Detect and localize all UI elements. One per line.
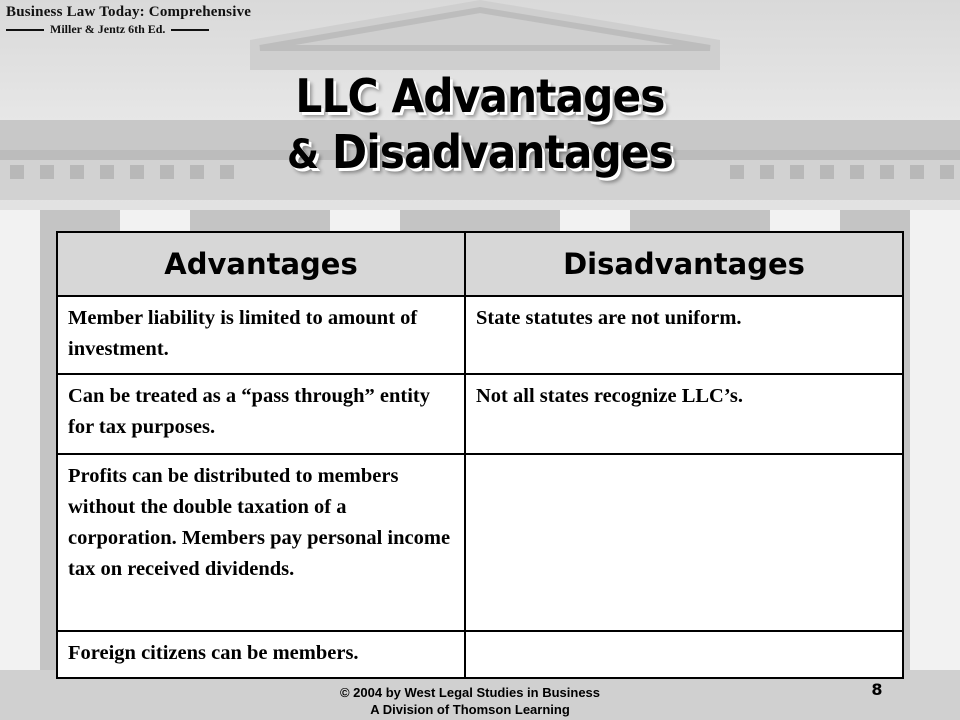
advantage-cell: Member liability is limited to amount of investment.: [57, 296, 465, 374]
divider-left: [6, 29, 44, 31]
copyright-line: © 2004 by West Legal Studies in Business: [339, 685, 601, 700]
book-title: Business Law Today: Comprehensive: [6, 4, 252, 20]
copyright-footer: [300, 684, 640, 718]
advantage-cell: Can be treated as a “pass through” entity for tax purposes.: [57, 374, 465, 454]
slide-title-ampersand: &: [287, 132, 319, 178]
slide-title-line1: LLC Advantages: [295, 69, 665, 123]
disadvantage-cell: State statutes are not uniform.: [465, 296, 903, 374]
header-advantages: Advantages: [57, 232, 465, 296]
table-row: [57, 631, 903, 678]
divider-right: [171, 29, 209, 31]
division-line: A Division of Thomson Learning: [370, 702, 570, 717]
table-header-row: [57, 232, 903, 296]
slide-title: [38, 68, 921, 183]
book-edition: Miller & Jentz 6th Ed.: [50, 22, 166, 36]
page-number: 8: [871, 680, 883, 699]
slide-title-line2: Disadvantages: [332, 125, 673, 179]
header-disadvantages: Disadvantages: [465, 232, 903, 296]
disadvantage-cell: Not all states recognize LLC’s.: [465, 374, 903, 454]
book-edition-row: [6, 22, 256, 37]
advantage-cell: Foreign citizens can be members.: [57, 631, 465, 678]
book-branding: [6, 4, 256, 40]
disadvantage-cell: [465, 454, 903, 631]
comparison-table: [56, 231, 904, 679]
slide-title-line2-row: [38, 124, 921, 183]
advantage-cell: Profits can be distributed to members without the double taxation of a corporation. Members pay personal income tax on received dividends.: [57, 454, 465, 631]
table-row: [57, 454, 903, 631]
table-row: [57, 296, 903, 374]
table-row: [57, 374, 903, 454]
disadvantage-cell: [465, 631, 903, 678]
